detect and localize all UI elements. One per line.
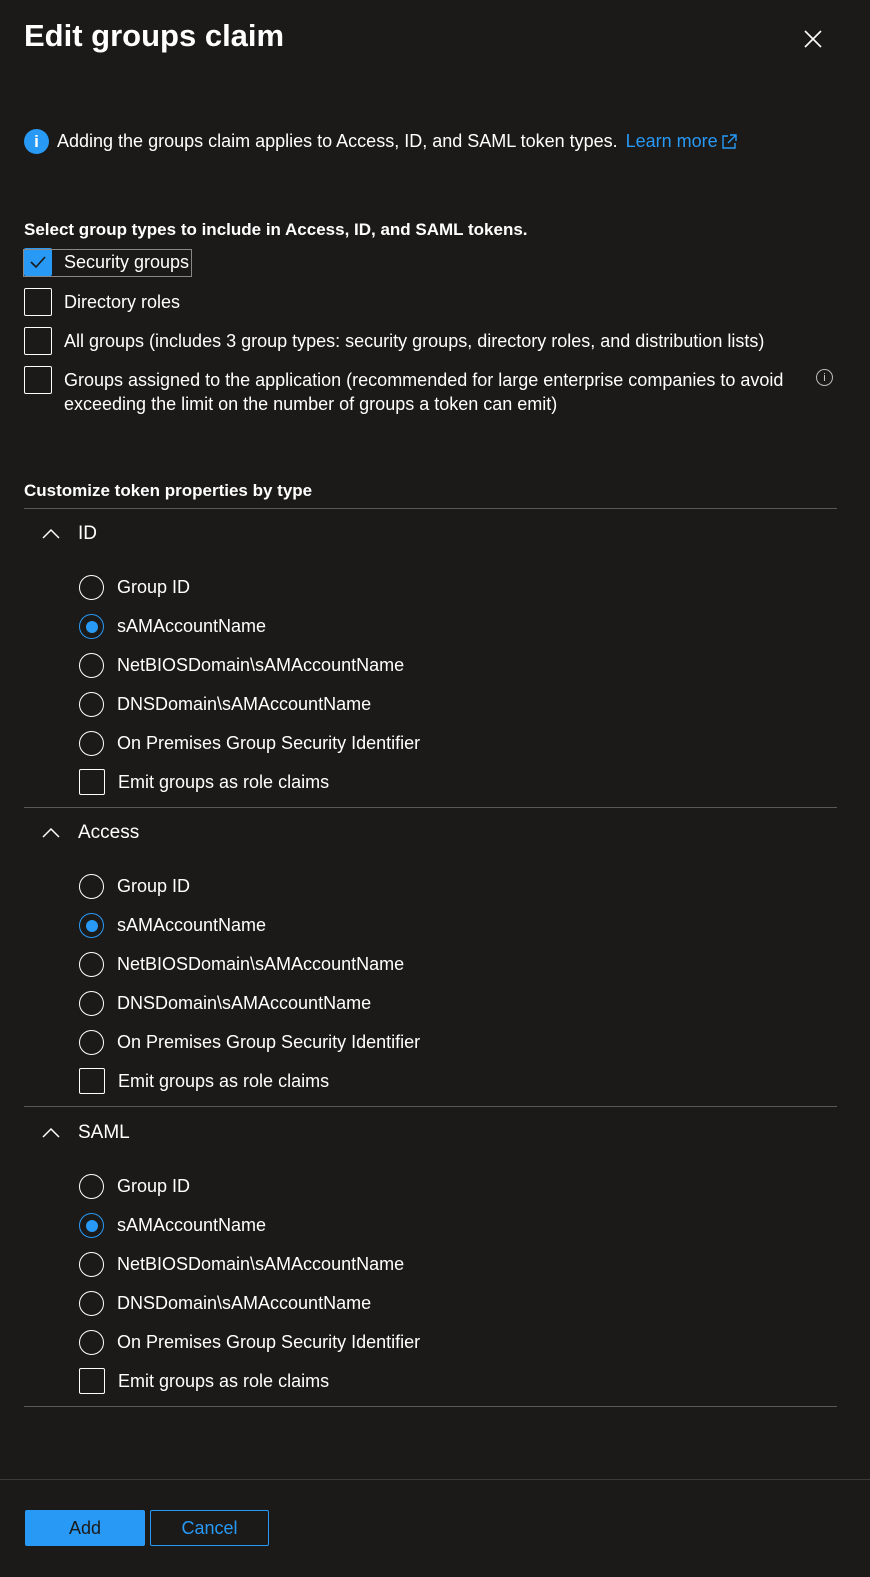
close-icon[interactable] bbox=[800, 26, 826, 52]
radio-button[interactable] bbox=[79, 1213, 104, 1238]
radio-label: NetBIOSDomain\sAMAccountName bbox=[117, 1254, 405, 1274]
section-label: Access bbox=[78, 822, 140, 843]
checkbox-role-claims[interactable] bbox=[79, 1368, 329, 1394]
checkbox-box[interactable] bbox=[79, 1068, 105, 1094]
radio-button[interactable] bbox=[79, 692, 104, 717]
divider bbox=[24, 1406, 837, 1407]
checkbox-directory-roles[interactable] bbox=[24, 290, 180, 316]
checkbox-box[interactable] bbox=[24, 288, 52, 316]
radio-button[interactable] bbox=[79, 1330, 104, 1355]
radio-button[interactable] bbox=[79, 1252, 104, 1277]
radio-label: NetBIOSDomain\sAMAccountName bbox=[117, 655, 405, 675]
radio-label: sAMAccountName bbox=[117, 915, 267, 935]
checkmark-icon bbox=[29, 255, 47, 269]
radio-option[interactable] bbox=[79, 653, 404, 678]
radio-option[interactable] bbox=[79, 1213, 266, 1238]
radio-button[interactable] bbox=[79, 1174, 104, 1199]
info-banner bbox=[24, 129, 738, 154]
panel-title: Edit groups claim bbox=[24, 18, 285, 53]
radio-option[interactable] bbox=[79, 874, 190, 899]
checkbox-label: Security groups bbox=[64, 252, 190, 272]
radio-button[interactable] bbox=[79, 614, 104, 639]
radio-option[interactable] bbox=[79, 614, 266, 639]
cancel-button[interactable]: Cancel bbox=[150, 1510, 269, 1546]
token-section-id bbox=[24, 523, 837, 808]
chevron-up-icon bbox=[42, 528, 60, 540]
radio-option[interactable] bbox=[79, 913, 266, 938]
radio-option[interactable] bbox=[79, 575, 190, 600]
radio-option[interactable] bbox=[79, 952, 404, 977]
radio-button[interactable] bbox=[79, 575, 104, 600]
checkbox-label: All groups (includes 3 group types: security groups, directory roles, and distribution lists) bbox=[64, 331, 765, 351]
chevron-up-icon bbox=[42, 827, 60, 839]
radio-button[interactable] bbox=[79, 731, 104, 756]
radio-option[interactable] bbox=[79, 1291, 371, 1316]
checkbox-box[interactable] bbox=[24, 366, 52, 394]
radio-option[interactable] bbox=[79, 1030, 420, 1055]
section-label: SAML bbox=[78, 1122, 130, 1143]
radio-label: NetBIOSDomain\sAMAccountName bbox=[117, 954, 405, 974]
radio-label: On Premises Group Security Identifier bbox=[117, 733, 421, 753]
group-types-heading: Select group types to include in Access, ID, and SAML tokens. bbox=[24, 220, 528, 239]
radio-button[interactable] bbox=[79, 874, 104, 899]
checkbox-label: Groups assigned to the application (recommended for large enterprise companies to avoid exceeding the limit on the number of groups a token can emit) bbox=[64, 370, 784, 414]
checkbox-role-claims[interactable] bbox=[79, 769, 329, 795]
checkbox-box[interactable] bbox=[79, 769, 105, 795]
section-label: ID bbox=[78, 523, 97, 544]
radio-option[interactable] bbox=[79, 1174, 190, 1199]
radio-label: Group ID bbox=[117, 577, 191, 597]
checkbox-label: Emit groups as role claims bbox=[118, 1370, 330, 1391]
token-section-saml bbox=[24, 1122, 837, 1407]
checkbox-label: Emit groups as role claims bbox=[118, 771, 330, 792]
token-section-access bbox=[24, 822, 837, 1107]
divider bbox=[24, 1106, 837, 1107]
checkbox-all-groups[interactable] bbox=[24, 329, 764, 355]
radio-option[interactable] bbox=[79, 731, 420, 756]
radio-option[interactable] bbox=[79, 1252, 404, 1277]
checkbox-groups-assigned[interactable] bbox=[24, 368, 794, 416]
radio-label: sAMAccountName bbox=[117, 616, 267, 636]
radio-button[interactable] bbox=[79, 1291, 104, 1316]
section-toggle[interactable] bbox=[42, 822, 139, 844]
section-toggle[interactable] bbox=[42, 1122, 130, 1144]
footer-divider bbox=[0, 1479, 870, 1480]
learn-more-link[interactable] bbox=[626, 131, 738, 152]
checkbox-role-claims[interactable] bbox=[79, 1068, 329, 1094]
section-toggle[interactable] bbox=[42, 523, 97, 545]
divider bbox=[24, 807, 837, 808]
info-tooltip-icon[interactable]: i bbox=[816, 369, 833, 386]
radio-label: On Premises Group Security Identifier bbox=[117, 1032, 421, 1052]
external-link-icon bbox=[720, 133, 738, 151]
customize-heading: Customize token properties by type bbox=[24, 481, 313, 500]
chevron-up-icon bbox=[42, 1127, 60, 1139]
radio-option[interactable] bbox=[79, 991, 371, 1016]
checkbox-label: Directory roles bbox=[64, 292, 181, 312]
info-icon: i bbox=[24, 129, 49, 154]
radio-label: DNSDomain\sAMAccountName bbox=[117, 1293, 372, 1313]
divider bbox=[24, 508, 837, 509]
radio-button[interactable] bbox=[79, 653, 104, 678]
radio-button[interactable] bbox=[79, 913, 104, 938]
checkbox-label: Emit groups as role claims bbox=[118, 1070, 330, 1091]
radio-label: DNSDomain\sAMAccountName bbox=[117, 694, 372, 714]
add-button[interactable]: Add bbox=[25, 1510, 145, 1546]
radio-option[interactable] bbox=[79, 1330, 420, 1355]
radio-option[interactable] bbox=[79, 692, 371, 717]
radio-label: Group ID bbox=[117, 1176, 191, 1196]
radio-button[interactable] bbox=[79, 991, 104, 1016]
radio-label: On Premises Group Security Identifier bbox=[117, 1332, 421, 1352]
radio-button[interactable] bbox=[79, 952, 104, 977]
learn-more-label: Learn more bbox=[625, 131, 718, 151]
info-text: Adding the groups claim applies to Access, ID, and SAML token types. bbox=[57, 131, 618, 151]
checkbox-box[interactable] bbox=[79, 1368, 105, 1394]
radio-label: sAMAccountName bbox=[117, 1215, 267, 1235]
radio-label: DNSDomain\sAMAccountName bbox=[117, 993, 372, 1013]
radio-button[interactable] bbox=[79, 1030, 104, 1055]
radio-label: Group ID bbox=[117, 876, 191, 896]
checkbox-security-groups[interactable] bbox=[24, 250, 191, 276]
checkbox-box[interactable] bbox=[24, 327, 52, 355]
checkbox-checked[interactable] bbox=[24, 248, 52, 276]
